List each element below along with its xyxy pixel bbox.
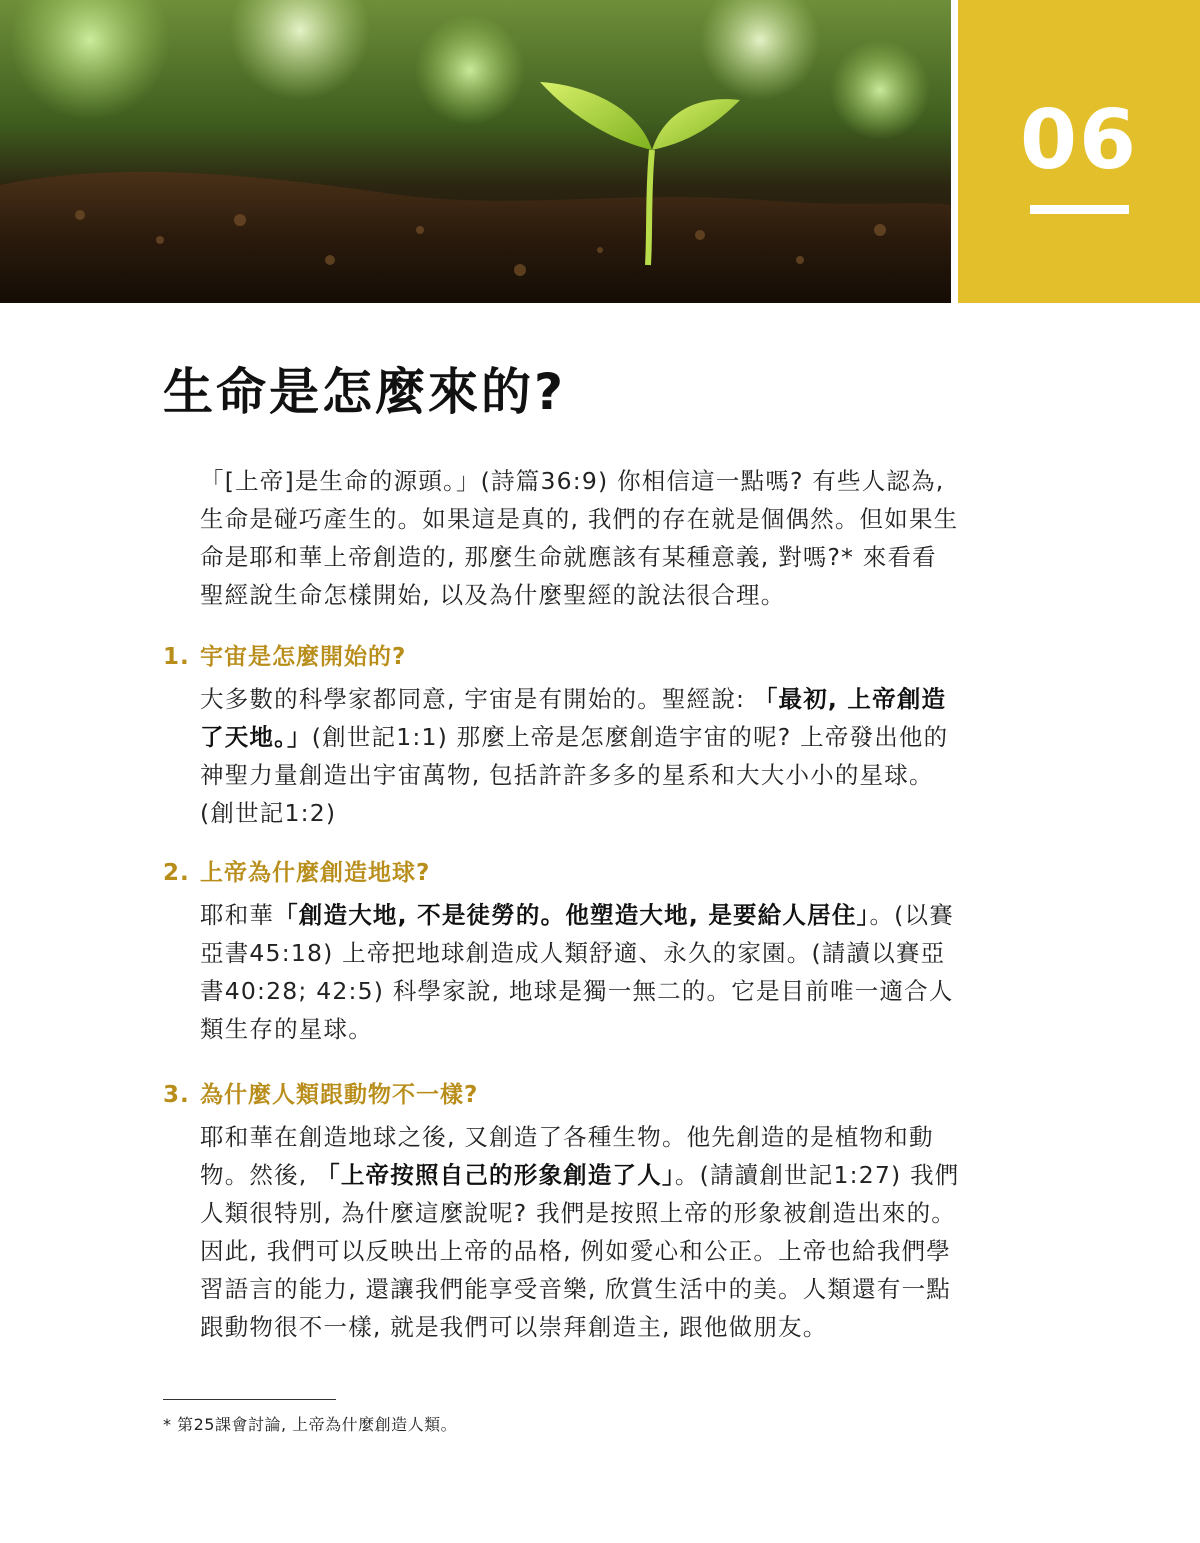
section-text: 耶和華在創造地球之後, 又創造了各種生物。他先創造的是植物和動物。然後,: [200, 1123, 934, 1189]
section-3: [163, 1078, 963, 1346]
section-heading: [163, 856, 963, 890]
section-text: 。(請讀創世記1:27) 我們人類很特別, 為什麼這麼說呢? 我們是按照上帝的形象被創造出來的。因此, 我們可以反映出上帝的品格, 例如愛心和公正。上帝也給我們學習語言的能力, 還讓我們能享受音樂, 欣賞生活中的美。人類還有一點跟動物很不一樣, 就是我們可以崇拜創造主, 跟他做朋友。: [200, 1161, 960, 1341]
section-2: [163, 856, 963, 1048]
section-text: 。(以賽亞書45:18) 上帝把地球創造成人類舒適、永久的家園。(請讀以賽亞書40:28; 42:5) 科學家說, 地球是獨一無二的。它是目前唯一適合人類生存的星球。: [200, 901, 954, 1043]
section-heading: [163, 640, 963, 674]
section-body: [200, 896, 962, 1048]
footnote-divider: [163, 1399, 336, 1400]
footnote: * 第25課會討論, 上帝為什麼創造人類。: [163, 1415, 458, 1434]
section-text: 大多數的科學家都同意, 宇宙是有開始的。聖經說:: [200, 685, 754, 713]
lesson-number-underline: [1030, 205, 1129, 214]
section-heading: [163, 1078, 963, 1112]
lesson-number: 06: [1019, 93, 1139, 188]
section-body: [200, 1118, 962, 1346]
page-title: 生命是怎麼來的?: [163, 363, 567, 421]
seedling-illustration: [0, 0, 951, 303]
scripture-quote: 「最初, 上帝創造了天地。」: [200, 685, 947, 751]
section-number: 2.: [163, 860, 190, 886]
section-body: [200, 680, 962, 832]
intro-paragraph: 「[上帝]是生命的源頭。」(詩篇36:9) 你相信這一點嗎? 有些人認為, 生命是碰巧產生的。如果這是真的, 我們的存在就是個偶然。但如果生命是耶和華上帝創造的, 那麼生命就應該有某種意義, 對嗎?* 來看看聖經說生命怎樣開始, 以及為什麼聖經的說法很合理。: [200, 467, 959, 609]
hero-image: [0, 0, 951, 303]
section-number: 1.: [163, 644, 190, 670]
section-title: 宇宙是怎麼開始的?: [200, 644, 407, 670]
scripture-quote: 「上帝按照自己的形象創造了人」: [316, 1161, 675, 1189]
section-number: 3.: [163, 1082, 190, 1108]
lesson-badge: [958, 0, 1200, 303]
section-title: 上帝為什麼創造地球?: [200, 860, 431, 886]
scripture-quote: 「創造大地, 不是徒勞的。他塑造大地, 是要給人居住」: [274, 901, 870, 929]
section-title: 為什麼人類跟動物不一樣?: [200, 1082, 479, 1108]
section-1: [163, 640, 963, 832]
section-text: 耶和華: [200, 901, 275, 929]
section-text: (創世記1:1) 那麼上帝是怎麼創造宇宙的呢? 上帝發出他的神聖力量創造出宇宙萬物, 包括許許多多的星系和大大小小的星球。(創世記1:2): [200, 723, 949, 827]
